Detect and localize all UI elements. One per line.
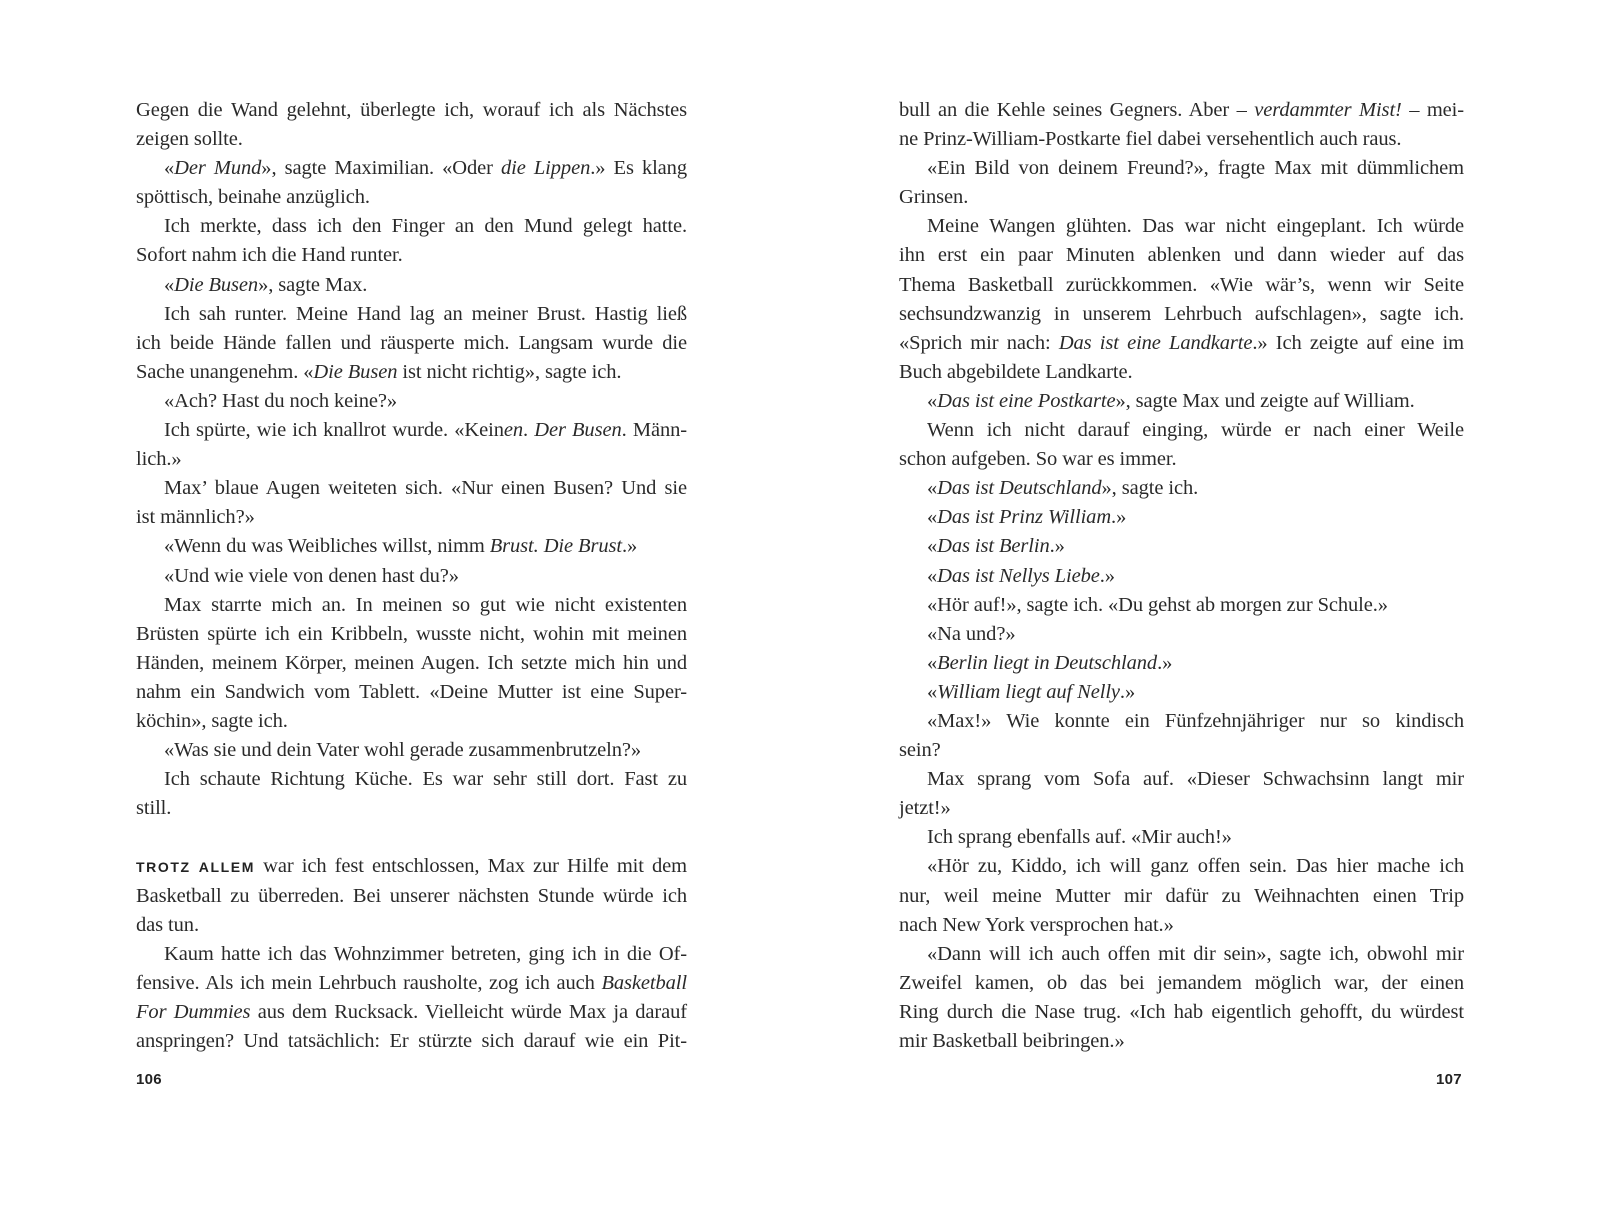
text-line xyxy=(136,649,687,678)
text-run: lich.» xyxy=(136,448,182,471)
text-run: «Ein Bild von deinem Freund?», fragte Max mit dümmlichem xyxy=(927,157,1464,180)
text-run: bull an die Kehle seines Gegners. Aber – xyxy=(899,99,1255,121)
text-run: .» Es klang xyxy=(590,157,687,180)
italic-text: Die Busen xyxy=(174,273,259,296)
text-run: « xyxy=(927,535,938,558)
text-run: köchin», sagte ich. xyxy=(136,709,288,732)
text-line xyxy=(136,212,687,241)
text-run: Max starrte mich an. In meinen so gut wie nicht existenten xyxy=(164,593,687,616)
text-line xyxy=(136,503,687,532)
text-line xyxy=(899,183,1464,212)
text-line xyxy=(899,125,1464,154)
italic-text: Das ist Prinz William xyxy=(937,506,1112,529)
text-run: « xyxy=(927,389,938,412)
text-run: Grinsen. xyxy=(899,186,969,209)
text-line xyxy=(136,445,687,474)
text-line xyxy=(899,96,1464,125)
text-run: zeigen sollte. xyxy=(136,128,243,151)
text-run: ist nicht richtig», sagte ich. xyxy=(397,360,622,383)
italic-text: Das ist eine Landkarte xyxy=(1058,331,1253,354)
text-line xyxy=(136,1027,687,1056)
text-run: Kaum hatte ich das Wohnzimmer betreten, ging ich in die Of- xyxy=(164,942,687,965)
text-run: «Und wie viele von denen hast du?» xyxy=(164,564,459,587)
text-line xyxy=(136,329,687,358)
text-run: », sagte Max und zeigte auf William. xyxy=(1115,389,1415,412)
text-run: «Hör auf!», sagte ich. «Du gehst ab morgen zur Schule.» xyxy=(927,593,1388,616)
text-line xyxy=(899,678,1464,707)
text-line xyxy=(899,416,1464,445)
text-line xyxy=(899,620,1464,649)
text-run: Ich spürte, wie ich knallrot wurde. «Kein xyxy=(164,419,504,442)
text-line xyxy=(136,911,687,940)
italic-text: Der Mund xyxy=(174,157,262,180)
text-run: still. xyxy=(136,797,172,820)
text-run: nahm ein Sandwich vom Tablett. «Deine Mutter ist eine Super- xyxy=(136,680,687,703)
text-line xyxy=(899,212,1464,241)
text-line xyxy=(136,591,687,620)
text-line xyxy=(899,241,1464,270)
text-line xyxy=(899,998,1464,1027)
text-run: », sagte Max. xyxy=(258,273,368,296)
text-line xyxy=(899,562,1464,591)
text-run: spöttisch, beinahe anzüglich. xyxy=(136,186,370,209)
italic-text: Basketball xyxy=(601,971,687,994)
text-run: schon aufgeben. So war es immer. xyxy=(899,448,1177,471)
text-line xyxy=(136,620,687,649)
text-run: «Was sie und dein Vater wohl gerade zusammenbrutzeln?» xyxy=(164,739,642,762)
text-line xyxy=(136,940,687,969)
text-run: Wenn ich nicht darauf einging, würde er nach einer Weile xyxy=(927,419,1464,442)
text-line xyxy=(136,474,687,503)
text-run: nur, weil meine Mutter mir dafür zu Weihnachten einen Trip xyxy=(899,884,1464,907)
text-line xyxy=(899,154,1464,183)
text-line xyxy=(136,852,687,881)
text-run: .» xyxy=(1119,680,1136,703)
text-line xyxy=(899,707,1464,736)
text-run: Basketball zu überreden. Bei unserer nächsten Stunde würde ich xyxy=(136,884,687,907)
text-run: aus dem Rucksack. Vielleicht würde Max ja darauf xyxy=(250,1000,687,1023)
text-run: Brüsten spürte ich ein Kribbeln, wusste nicht, wohin mit meinen xyxy=(136,622,687,645)
text-run: Zweifel kamen, ob das bei jemandem möglich war, der einen xyxy=(899,971,1464,994)
text-line xyxy=(899,969,1464,998)
text-run: .» xyxy=(621,535,638,558)
text-line xyxy=(899,852,1464,881)
text-run: Gegen die Wand gelehnt, überlegte ich, worauf ich als Nächstes xyxy=(136,99,687,121)
text-line xyxy=(136,736,687,765)
text-run: Sache unangenehm. « xyxy=(136,360,314,383)
text-line xyxy=(899,1027,1464,1056)
text-line xyxy=(136,998,687,1027)
text-run: sechsundzwanzig in unserem Lehrbuch aufschlagen», sagte ich. xyxy=(899,302,1464,325)
text-line xyxy=(899,765,1464,794)
text-run: .» xyxy=(1099,564,1115,587)
text-run: Ich merkte, dass ich den Finger an den Mund gelegt hatte. xyxy=(164,215,687,238)
text-run: .» Ich zeigte auf eine im xyxy=(1252,331,1464,354)
text-run: sein? xyxy=(899,739,941,762)
text-run: . xyxy=(523,419,535,442)
text-run: », sagte ich. xyxy=(1101,477,1199,500)
text-line xyxy=(136,96,687,125)
text-run: ich beide Hände fallen und räusperte mich. Langsam wurde die xyxy=(136,331,687,354)
text-run: ne Prinz-William-Postkarte fiel dabei versehentlich auch raus. xyxy=(899,128,1402,151)
right-page xyxy=(899,96,1464,1056)
text-run: .» xyxy=(1111,506,1127,529)
text-line xyxy=(136,271,687,300)
italic-text: Das ist Nellys Liebe xyxy=(937,564,1100,587)
italic-text: Die Busen xyxy=(313,360,398,383)
text-line xyxy=(899,736,1464,765)
text-line xyxy=(136,416,687,445)
italic-text: For Dummies xyxy=(136,1000,251,1023)
text-run: «Sprich mir nach: xyxy=(899,331,1059,354)
text-run: Max sprang vom Sofa auf. «Dieser Schwachsinn langt mir xyxy=(927,768,1464,791)
text-run: « xyxy=(927,477,938,500)
text-line xyxy=(899,532,1464,561)
text-run: « xyxy=(927,506,938,529)
text-run: . Männ- xyxy=(621,419,687,442)
italic-text: Der Busen xyxy=(534,419,622,442)
text-run: « xyxy=(927,564,938,587)
text-line xyxy=(899,271,1464,300)
italic-text: Brust. Die Brust xyxy=(489,535,622,558)
text-run: .» xyxy=(1157,651,1173,674)
text-line xyxy=(136,969,687,998)
text-line xyxy=(899,445,1464,474)
text-run: Ring durch die Nase trug. «Ich hab eigentlich gehofft, du würdest xyxy=(899,1000,1464,1023)
italic-text: verdammter Mist! xyxy=(1254,99,1402,121)
text-run: .» xyxy=(1049,535,1065,558)
text-run: Sofort nahm ich die Hand runter. xyxy=(136,244,403,267)
italic-text: die Lippen xyxy=(501,157,591,180)
left-page xyxy=(136,96,687,1056)
text-run: «Ach? Hast du noch keine?» xyxy=(164,389,398,412)
text-run: – mei- xyxy=(1401,99,1464,121)
text-line xyxy=(899,649,1464,678)
text-line xyxy=(899,474,1464,503)
text-run: « xyxy=(927,651,938,674)
text-line xyxy=(899,940,1464,969)
text-run: anspringen? Und tatsächlich: Er stürzte sich darauf wie ein Pit- xyxy=(136,1030,687,1052)
text-run: Ich sah runter. Meine Hand lag an meiner Brust. Hastig ließ xyxy=(164,302,687,325)
text-line xyxy=(136,678,687,707)
text-line xyxy=(899,503,1464,532)
text-run: « xyxy=(927,680,938,703)
text-run: », sagte Maximilian. «Oder xyxy=(261,157,501,180)
text-line xyxy=(899,794,1464,823)
italic-text: en xyxy=(503,419,524,442)
text-line xyxy=(136,794,687,823)
text-run: «Na und?» xyxy=(927,622,1016,645)
text-line xyxy=(136,300,687,329)
text-run: « xyxy=(164,157,175,180)
text-run: mir Basketball beibringen.» xyxy=(899,1030,1125,1052)
text-run: jetzt!» xyxy=(899,797,951,820)
text-run: ihn erst ein paar Minuten ablenken und dann wieder auf das xyxy=(899,244,1464,267)
text-run: fensive. Als ich mein Lehrbuch rausholte, zog ich auch xyxy=(136,971,602,994)
text-line xyxy=(899,911,1464,940)
text-line xyxy=(899,823,1464,852)
text-run: « xyxy=(164,273,175,296)
text-run: Ich sprang ebenfalls auf. «Mir auch!» xyxy=(927,826,1232,849)
text-line xyxy=(136,707,687,736)
text-line xyxy=(899,387,1464,416)
text-run: Meine Wangen glühten. Das war nicht eingeplant. Ich würde xyxy=(927,215,1464,238)
text-line xyxy=(899,329,1464,358)
text-line xyxy=(136,882,687,911)
page-number-right: 107 xyxy=(1436,1071,1462,1088)
text-line xyxy=(899,882,1464,911)
text-line xyxy=(136,387,687,416)
section-break xyxy=(136,823,687,852)
text-run: «Wenn du was Weibliches willst, nimm xyxy=(164,535,490,558)
italic-text: Das ist eine Postkarte xyxy=(937,389,1116,412)
text-run: Ich schaute Richtung Küche. Es war sehr still dort. Fast zu xyxy=(164,768,687,791)
text-line xyxy=(136,125,687,154)
text-run: Thema Basketball zurückkommen. «Wie wär’s, wenn wir Seite xyxy=(899,273,1464,296)
text-line xyxy=(136,241,687,270)
italic-text: Das ist Deutschland xyxy=(937,477,1102,500)
text-run: «Max!» Wie konnte ein Fünfzehnjähriger nur so kindisch xyxy=(927,709,1464,732)
text-run: war ich fest entschlossen, Max zur Hilfe mit dem xyxy=(254,855,688,878)
text-run: «Dann will ich auch offen mit dir sein», sagte ich, obwohl mir xyxy=(927,942,1464,965)
text-line xyxy=(136,183,687,212)
text-line xyxy=(899,358,1464,387)
text-line xyxy=(899,300,1464,329)
text-line xyxy=(136,765,687,794)
text-line xyxy=(136,358,687,387)
italic-text: William liegt auf Nelly xyxy=(937,680,1120,703)
text-line xyxy=(136,532,687,561)
page-number-left: 106 xyxy=(136,1071,162,1088)
text-run: «Hör zu, Kiddo, ich will ganz offen sein. Das hier mache ich xyxy=(927,855,1464,878)
italic-text: Das ist Berlin xyxy=(937,535,1050,558)
text-line xyxy=(136,154,687,183)
italic-text: Berlin liegt in Deutschland xyxy=(937,651,1158,674)
section-lead-in: TROTZ ALLEM xyxy=(136,859,255,876)
text-run: Max’ blaue Augen weiteten sich. «Nur einen Busen? Und sie xyxy=(164,477,687,500)
text-line xyxy=(136,562,687,591)
text-run: ist männlich?» xyxy=(136,506,255,529)
text-line xyxy=(899,591,1464,620)
text-run: Händen, meinem Körper, meinen Augen. Ich setzte mich hin und xyxy=(136,651,687,674)
text-run: nach New York versprochen hat.» xyxy=(899,913,1174,936)
text-run: Buch abgebildete Landkarte. xyxy=(899,360,1133,383)
text-run: das tun. xyxy=(136,913,199,936)
